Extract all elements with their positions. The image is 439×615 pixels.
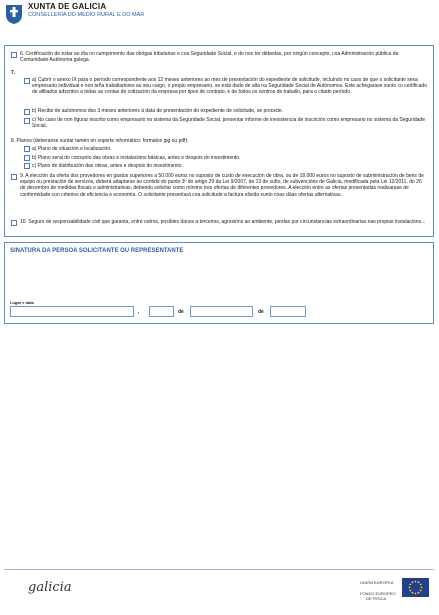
year-input[interactable] xyxy=(270,306,306,317)
checkbox-item-8a[interactable] xyxy=(24,146,30,152)
place-date-label: Lugar e data xyxy=(10,300,34,305)
eu-line-3: DE PESCA xyxy=(366,596,387,601)
checkbox-item-8c[interactable] xyxy=(24,163,30,169)
checkbox-item-9[interactable] xyxy=(11,174,17,180)
checkbox-item-7a[interactable] xyxy=(24,78,30,84)
item-6-text: 6. Certificación de estar ao día no cumprimento das obrigas tributarias e coa Seguridade Social, e de non ter débedas, por ningún concepto, coa Administración pública da Comunidade Autónoma galega. xyxy=(20,51,399,64)
item-8a-text: a) Plano de situación e localización. xyxy=(32,146,112,152)
galicia-brand-logo: galicia xyxy=(28,580,72,595)
footer-divider xyxy=(4,569,434,570)
item-7c-text: c) No caso de non figurar inscrito como empresario no sistema da Seguridade Social, presentar informe de inexistencia de inscrición como empresario no sistema da Seguridade Social. xyxy=(32,117,425,130)
checkbox-item-10[interactable] xyxy=(11,220,17,226)
eu-line-1: UNIÓN EUROPEA xyxy=(360,580,394,585)
item-7b-text: b) Recibo de autónomos dos 3 meses anteriores á data de presentación do expediente de solicitude, se procede. xyxy=(32,108,283,114)
item-10-text: 10. Seguro de responsabilidade civil que garanta, entre outros, posibles danos a terceiros, agresións ao ambiente, perdas por circunstancias extraordinarias nas propias instalacións... xyxy=(20,219,426,225)
signature-title: SINATURA DA PERSOA SOLICITANTE OU REPRESENTANTE xyxy=(10,248,184,254)
item-8-text: 8. Planos (deberanse xuntar tamén en soporte informático: formatos jpg ou pdf): xyxy=(11,138,189,144)
item-9-text: 9. A elección da oferta dos provedores en gastos superiores a 50.000 euros no suposto de custo de execución de obra, ou de 18.000 euros no suposto de subministración de bens de equipo ou prestación de servizos, deberá adaptarse ao contido do punto 3º do artigo 29 da Lei 9/2007, de 13 de xuño, de subvencións de Galicia, modificada pola Lei 12/2011, do 26 de decembro de medidas fiscais e administrativas, debendo solicitar como mínimo tres ofertas de diferentes provedores. A elección entre as ofertas presentadas realizarase de conformidade con criterios de eficiencia e economía. O solicitante presentará coa solicitude a factura elixida xunto coas dúas ofertas alternativas. xyxy=(20,173,424,198)
item-7a-text: a) Cubrir o anexo IX para o período correspondente aos 12 meses anteriores ao mes de presentación do expediente de solicitude, incluíndo no caso de que o solicitante sexa empresario individual e non teña traballadores ao seu cargo, o propio empresario, se está dado de alta na Seguridade Social de Autónomos. Este achegarase xunto co certificado de afiliados adscritos a todas as contas de cotización da empresa por tipos de contrato, e de todos os centros de traballo, para o citado período. xyxy=(32,77,427,96)
checkbox-item-6[interactable] xyxy=(11,52,17,58)
galicia-coat-of-arms-icon xyxy=(4,3,24,25)
de-separator-1: de xyxy=(178,309,184,315)
checkbox-item-7c[interactable] xyxy=(24,118,30,124)
item-8b-text: b) Plano xeral do conxunto das obras e instalacións básicas, antes e despois do investimento. xyxy=(32,155,241,161)
item-7-label: 7. xyxy=(11,70,16,76)
checkbox-item-7b[interactable] xyxy=(24,109,30,115)
de-separator-2: de xyxy=(258,309,264,315)
item-8c-text: c) Plano de distribución das obras, antes e despois do investimento. xyxy=(32,163,183,169)
eu-line-2: FONDO EUROPEO xyxy=(360,591,396,596)
day-input[interactable] xyxy=(149,306,174,317)
place-input[interactable] xyxy=(10,306,134,317)
eu-flag-icon xyxy=(402,578,429,597)
checkbox-item-8b[interactable] xyxy=(24,155,30,161)
org-title: XUNTA DE GALICIA xyxy=(28,2,107,11)
org-subtitle: CONSELLERÍA DO MEDIO RURAL E DO MAR xyxy=(28,12,145,18)
month-input[interactable] xyxy=(190,306,253,317)
comma-separator: , xyxy=(138,309,140,315)
